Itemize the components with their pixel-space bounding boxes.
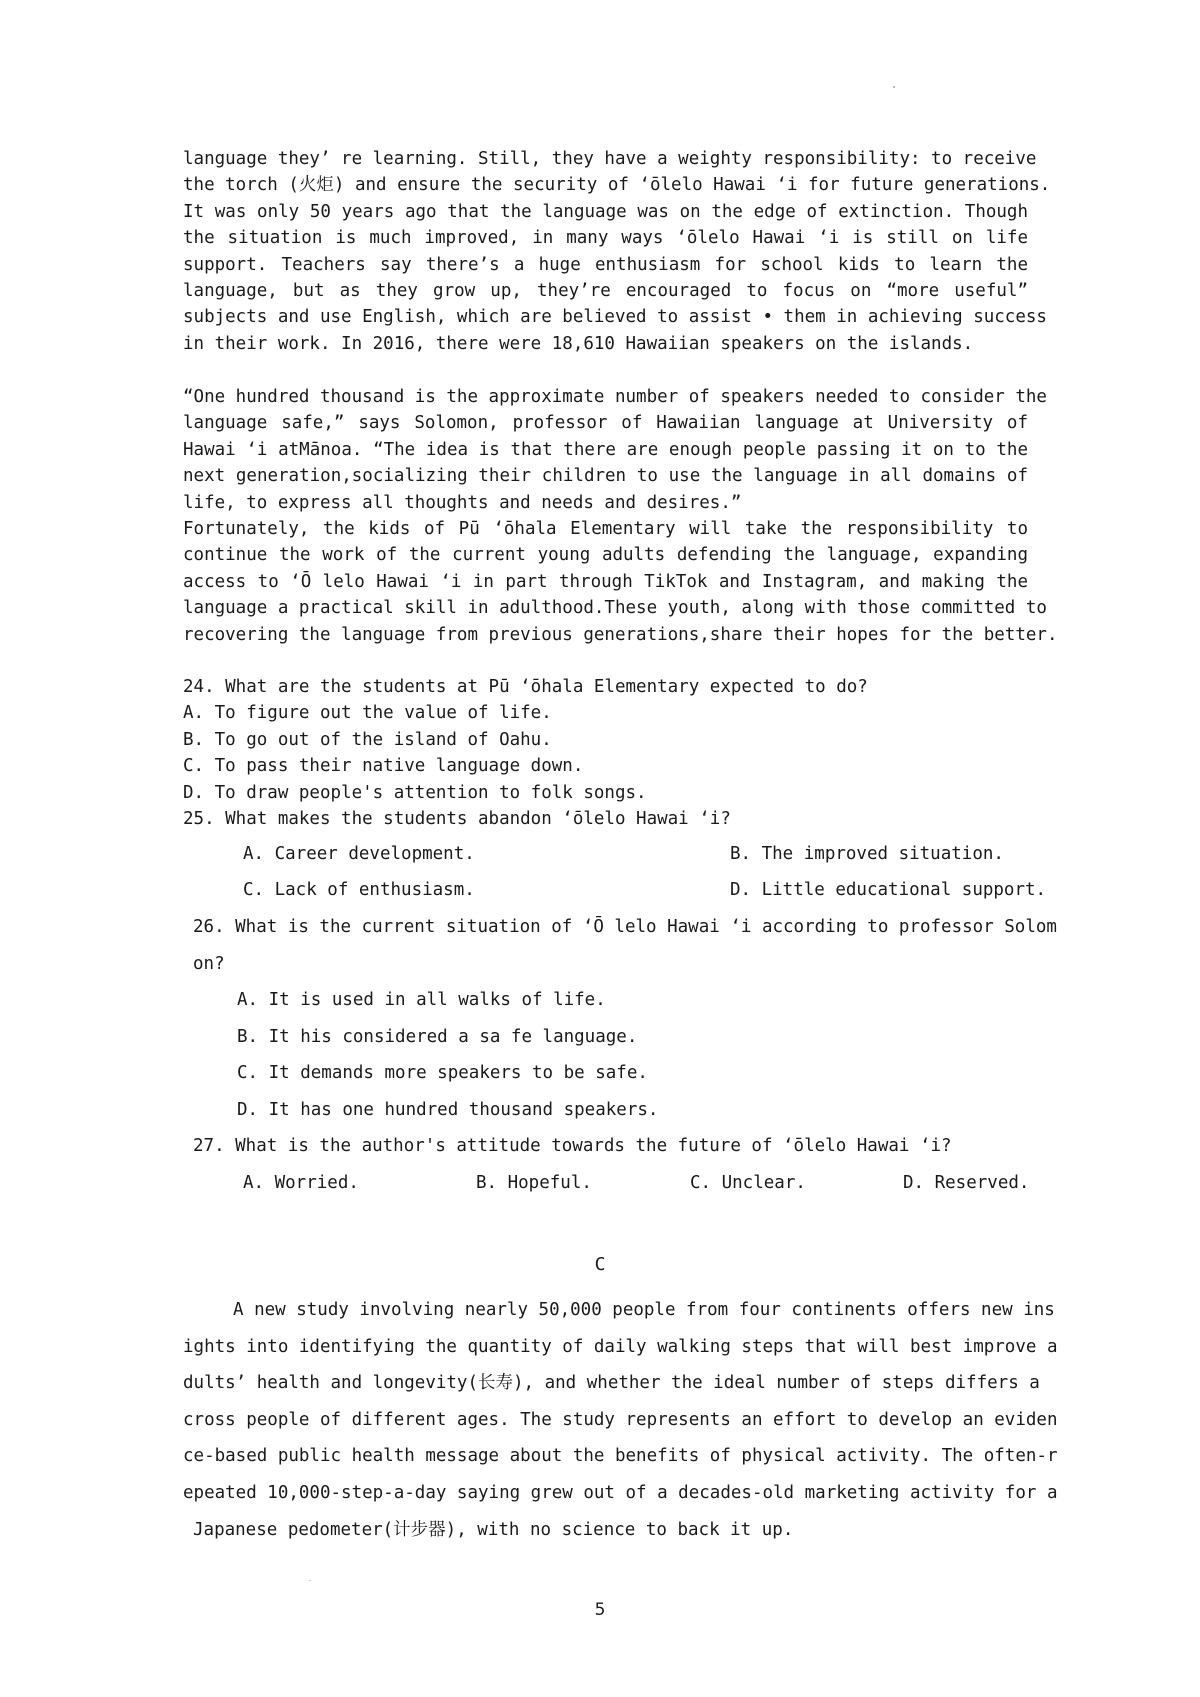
passage-paragraph-1 <box>183 146 1051 357</box>
text-line: ce-based public health message about the benefits of physical activity. The often-r <box>183 1446 1058 1467</box>
text-line: in their work. In 2016, there were 18,610 Hawaiian speakers on the islands. <box>183 333 974 354</box>
question-stem: 26. What is the current situation of ‘Ō lelo Hawai ‘i according to professor Solom <box>193 917 1057 937</box>
scan-mark <box>309 1580 311 1581</box>
text-line: next generation,socializing their children to use the language in all domains of <box>183 466 1028 487</box>
section-heading: C <box>594 1254 606 1275</box>
text-line: life, to express all thoughts and needs and desires.” <box>183 492 742 513</box>
text-line: It was only 50 years ago that the language was on the edge of extinction. Though <box>183 201 1028 222</box>
option-a: A. Worried. <box>243 1173 359 1193</box>
text-line: the torch (火炬) and ensure the security of ‘ōlelo Hawai ‘i for future generations. <box>183 175 1051 196</box>
text-line: language a practical skill in adulthood.These youth, along with those committed to <box>183 598 1047 619</box>
option-d: D. Little educational support. <box>730 880 1047 900</box>
page-number: 5 <box>594 1600 606 1620</box>
text-line: Japanese pedometer(计步器), with no science to back it up. <box>193 1519 794 1540</box>
text-line: subjects and use English, which are believed to assist • them in achieving success <box>183 307 1047 328</box>
option-b: B. To go out of the island of Oahu. <box>183 729 552 750</box>
text-line: Fortunately, the kids of Pū ‘ōhala Elementary will take the responsibility to <box>183 519 1028 540</box>
text-line: the situation is much improved, in many ways ‘ōlelo Hawai ‘i is still on life <box>183 228 1028 249</box>
question-stem-continued: on? <box>193 954 225 974</box>
option-c: C. Unclear. <box>690 1173 806 1193</box>
option-d: D. It has one hundred thousand speakers. <box>237 1100 659 1120</box>
question-24 <box>183 674 1028 832</box>
option-b: B. Hopeful. <box>476 1173 592 1193</box>
text-line: recovering the language from previous generations,share their hopes for the better. <box>183 624 1058 645</box>
passage-paragraph-2 <box>183 384 1058 648</box>
option-a: A. Career development. <box>243 844 475 864</box>
question-stem: 27. What is the author's attitude towards the future of ‘ōlelo Hawai ‘i? <box>193 1136 952 1156</box>
question-stem: 24. What are the students at Pū ‘ōhala Elementary expected to do? <box>183 677 868 697</box>
option-b: B. The improved situation. <box>730 844 1004 864</box>
text-line: language safe,” says Solomon, professor of Hawaiian language at University of <box>183 413 1028 434</box>
text-line: epeated 10,000-step-a-day saying grew out of a decades-old marketing activity for a <box>183 1482 1058 1503</box>
text-line: continue the work of the current young adults defending the language, expanding <box>183 545 1028 566</box>
text-line: access to ‘Ō lelo Hawai ‘i in part through TikTok and Instagram, and making the <box>183 571 1028 592</box>
option-c: C. It demands more speakers to be safe. <box>237 1063 648 1083</box>
text-line: A new study involving nearly 50,000 people from four continents offers new ins <box>233 1300 1055 1320</box>
text-line: cross people of different ages. The study represents an effort to develop an eviden <box>183 1409 1058 1430</box>
option-c: C. Lack of enthusiasm. <box>243 880 475 900</box>
option-a: A. To figure out the value of life. <box>183 703 552 724</box>
option-c: C. To pass their native language down. <box>183 756 584 777</box>
text-line: “One hundred thousand is the approximate number of speakers needed to consider the <box>183 387 1047 407</box>
option-a: A. It is used in all walks of life. <box>237 990 606 1010</box>
text-line: support. Teachers say there’s a huge enthusiasm for school kids to learn the <box>183 254 1028 275</box>
text-line: language, but as they grow up, they’re encouraged to focus on “more useful” <box>183 281 1028 302</box>
section-c-paragraph <box>183 1292 1058 1548</box>
option-d: D. Reserved. <box>903 1173 1030 1193</box>
question-stem: 25. What makes the students abandon ‘ōlelo Hawai ‘i? <box>183 809 731 830</box>
text-line: Hawai ‘i atMānoa. “The idea is that there are enough people passing it on to the <box>183 439 1028 460</box>
text-line: ights into identifying the quantity of daily walking steps that will best improve a <box>183 1336 1058 1357</box>
text-line: language they’ re learning. Still, they have a weighty responsibility: to receive <box>183 149 1037 169</box>
option-b: B. It his considered a sa fe language. <box>237 1027 638 1047</box>
scan-mark <box>893 86 895 88</box>
option-d: D. To draw people's attention to folk songs. <box>183 782 647 803</box>
text-line: dults’ health and longevity(长寿), and whether the ideal number of steps differs a <box>183 1373 1040 1394</box>
